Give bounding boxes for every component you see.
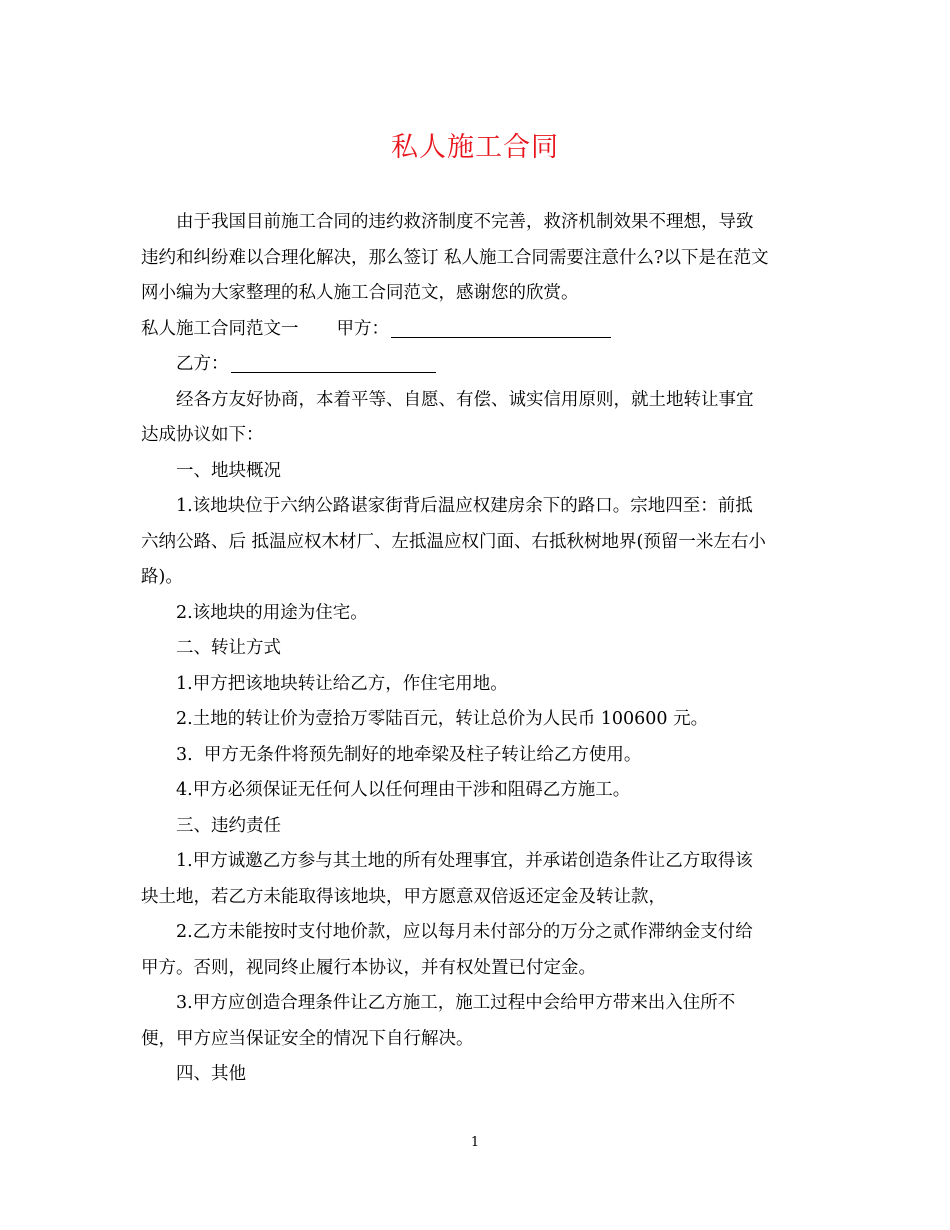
sample-heading-line <box>141 312 809 348</box>
party-b-label: 乙方： <box>176 354 229 374</box>
page-number: 1 <box>470 1135 480 1150</box>
intro-line-1: 由于我国目前施工合同的违约救济制度不完善，救济机制效果不理想，导致 <box>176 212 754 232</box>
party-a-blank <box>391 315 611 338</box>
clause-2-2: 2.土地的转让价为壹拾万零陆百元，转让总价为人民币 100600 元。 <box>176 709 709 729</box>
clause-2-3: 3. 甲方无条件将预先制好的地牵梁及柱子转让给乙方使用。 <box>176 744 642 765</box>
document-body <box>141 205 809 1093</box>
intro-line-2: 违约和纠纷难以合理化解决，那么签订 私人施工合同需要注意什么?以下是在范文 <box>141 247 769 268</box>
clause-2-1: 1.甲方把该地块转让给乙方，作住宅用地。 <box>176 673 508 694</box>
clause-3-1-line-1: 1.甲方诚邀乙方参与其土地的所有处理事宜，并承诺创造条件让乙方取得该 <box>176 851 753 871</box>
section-heading-2: 二、转让方式 <box>176 638 281 658</box>
section-heading-4: 四、其他 <box>176 1064 246 1084</box>
clause-1-2: 2.该地块的用途为住宅。 <box>176 602 368 623</box>
document-title: 私人施工合同 <box>391 132 559 163</box>
clause-1-1-line-2: 六纳公路、后 抵温应权木材厂、左抵温应权门面、右抵秋树地界(预留一米左右小 <box>141 531 766 552</box>
sample-title: 私人施工合同范文一 <box>141 318 299 339</box>
clause-1-1-line-1: 1.该地块位于六纳公路谌家街背后温应权建房余下的路口。宗地四至：前抵 <box>176 496 753 516</box>
preamble-line-2: 达成协议如下： <box>141 425 264 445</box>
clause-3-3-line-1: 3.甲方应创造合理条件让乙方施工，施工过程中会给甲方带来出入住所不 <box>176 993 736 1013</box>
clause-3-2-line-1: 2.乙方未能按时支付地价款，应以每月未付部分的万分之贰作滞纳金支付给 <box>176 922 753 942</box>
preamble-line-1: 经各方友好协商，本着平等、自愿、有偿、诚实信用原则，就土地转让事宜 <box>176 389 754 410</box>
party-b-line <box>141 347 809 383</box>
intro-line-3: 网小编为大家整理的私人施工合同范文，感谢您的欣赏。 <box>141 283 579 303</box>
section-heading-1: 一、地块概况 <box>176 460 281 481</box>
clause-3-3-line-2: 便，甲方应当保证安全的情况下自行解决。 <box>141 1028 474 1049</box>
clause-3-1-line-2: 块土地，若乙方未能取得该地块，甲方愿意双倍返还定金及转让款， <box>141 886 666 907</box>
party-a-label: 甲方： <box>336 318 389 339</box>
clause-2-4: 4.甲方必须保证无任何人以任何理由干涉和阻碍乙方施工。 <box>176 780 631 800</box>
clause-3-2-line-2: 甲方。否则，视同终止履行本协议，并有权处置已付定金。 <box>141 957 596 978</box>
party-b-blank <box>231 350 436 373</box>
section-heading-3: 三、违约责任 <box>176 815 281 836</box>
clause-1-1-line-3: 路)。 <box>141 567 183 587</box>
